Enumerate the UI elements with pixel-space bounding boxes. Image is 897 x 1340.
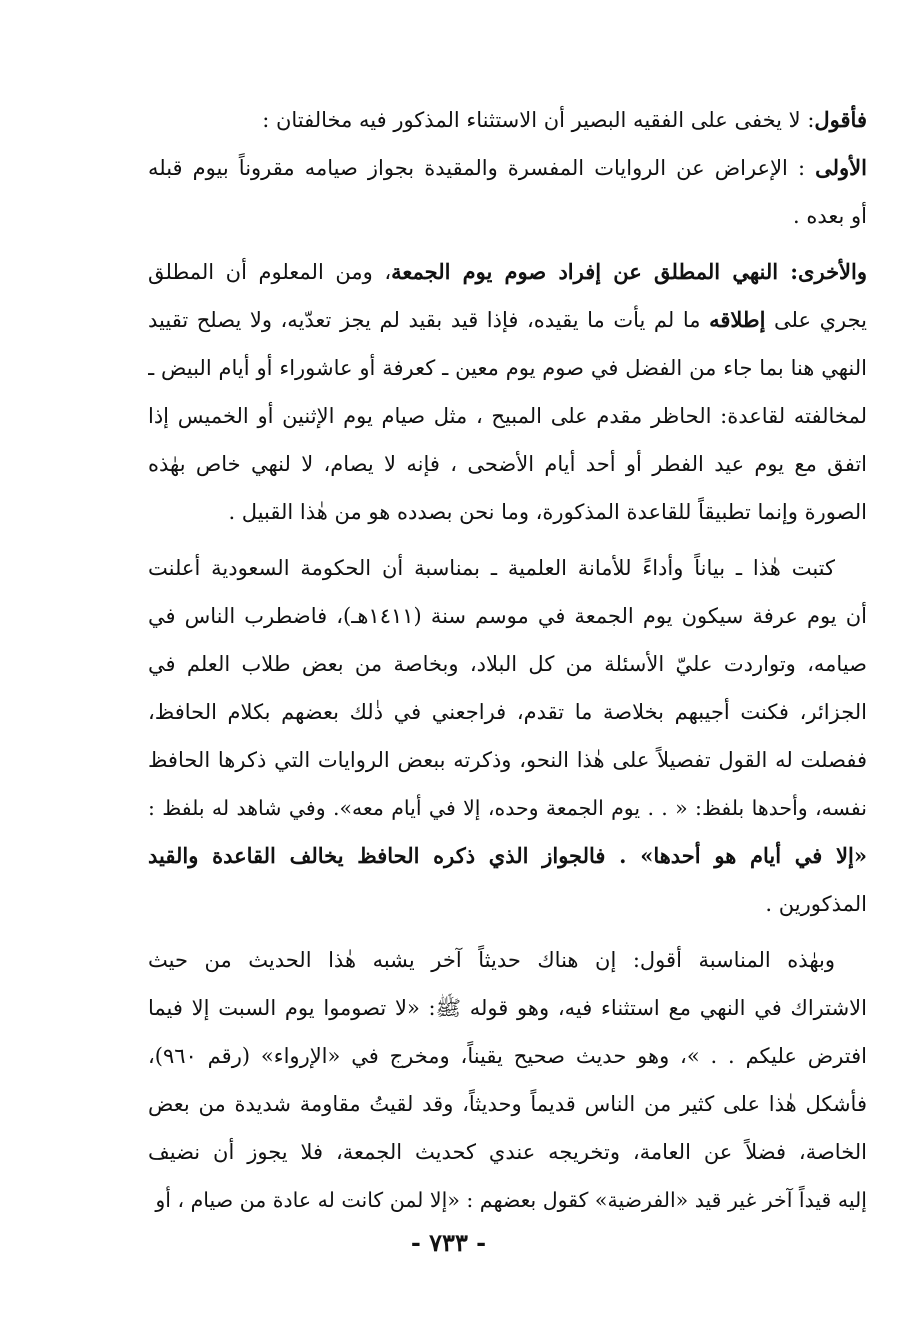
text-segment: الجزائر، فكنت أجيبهم بخلاصة ما تقدم، فراجعني في ذٰلك بعضهم بكلام الحافظ، [148,700,867,724]
text-line [148,96,867,144]
text-segment: افترض عليكم . . »، وهو حديث صحيح يقيناً، ومخرج في «الإرواء» (رقم ٩٦٠)، [148,1044,867,1068]
text-segment: يجري على [765,308,867,332]
page-number: - ٧٣٣ - [410,1228,487,1257]
text-segment: لمخالفته لقاعدة: الحاظر مقدم على المبيح ، مثل صيام يوم الإثنين أو الخميس إذا [148,404,867,428]
text-segment: أن يوم عرفة سيكون يوم الجمعة في موسم سنة (١٤١١هـ)، فاضطرب الناس في [148,604,867,628]
paragraph-gap [148,240,867,248]
paragraph [148,248,867,536]
text-line [148,592,867,640]
paragraph [148,936,867,1224]
text-segment: نفسه، وأحدها بلفظ: « . . يوم الجمعة وحده، إلا في أيام معه». وفي شاهد له بلفظ : [148,796,867,820]
text-segment: اتفق مع يوم عيد الفطر أو أحد أيام الأضحى ، فإنه لا يصام، لا لنهي خاص بهٰذه [148,452,867,476]
text-line [148,1032,867,1080]
text-line [148,544,867,592]
bold-text-segment: والأخرى: النهي المطلق عن إفراد صوم يوم الجمعة [391,259,867,284]
body-text [148,96,867,1224]
text-segment: الاشتراك في النهي مع استثناء فيه، وهو قوله ﷺ: «لا تصوموا يوم السبت إلا فيما [148,996,867,1020]
text-segment: المذكورين . [765,892,867,916]
text-line [148,984,867,1032]
text-line [148,344,867,392]
bold-text-segment: الأولى [815,155,867,180]
text-line [148,144,867,192]
text-segment: ما لم يأت ما يقيده، فإذا قيد بقيد لم يجز تعدّيه، ولا يصلح تقييد [148,308,710,332]
text-line [148,832,867,880]
text-segment: ، ومن المعلوم أن المطلق [148,260,392,284]
paragraph [148,144,867,240]
bold-text-segment: فأقول [814,107,867,132]
text-segment: صيامه، وتواردت عليّ الأسئلة من كل البلاد، وبخاصة من بعض طلاب العلم في [148,652,867,676]
text-line [148,688,867,736]
text-line [148,192,867,240]
text-line [148,296,867,344]
text-line [148,640,867,688]
text-line [148,440,867,488]
text-segment: الصورة وإنما تطبيقاً للقاعدة المذكورة، وما نحن بصدده هو من هٰذا القبيل . [228,500,867,524]
text-segment: إليه قيداً آخر غير قيد «الفرضية» كقول بعضهم : «إلا لمن كانت له عادة من صيام ، أو [155,1188,867,1212]
bold-text-segment: «إلا في أيام هو أحدها» . فالجواز الذي ذكره الحافظ يخالف القاعدة والقيد [148,843,867,868]
text-segment: أو بعده . [792,204,867,228]
text-line [148,736,867,784]
text-line [148,248,867,296]
text-segment: : الإعراض عن الروايات المفسرة والمقيدة بجواز صيامه مقروناً بيوم قبله [148,156,816,180]
text-line [148,488,867,536]
text-segment: الخاصة، فضلاً عن العامة، وتخريجه عندي كحديث الجمعة، فلا يجوز أن نضيف [148,1140,867,1164]
text-segment: : لا يخفى على الفقيه البصير أن الاستثناء المذكور فيه مخالفتان : [262,108,815,132]
text-segment: فأشكل هٰذا على كثير من الناس قديماً وحديثاً، وقد لقيتُ مقاومة شديدة من بعض [148,1092,867,1116]
text-line [148,784,867,832]
bold-text-segment: إطلاقه [709,307,766,332]
text-segment: كتبت هٰذا ـ بياناً وأداءً للأمانة العلمية ـ بمناسبة أن الحكومة السعودية أعلنت [148,556,835,580]
text-line [148,1176,867,1224]
paragraph [148,544,867,928]
text-line [148,880,867,928]
paragraph-gap [148,536,867,544]
paragraph-gap [148,928,867,936]
text-line [148,392,867,440]
text-segment: وبهٰذه المناسبة أقول: إن هناك حديثاً آخر يشبه هٰذا الحديث من حيث [148,948,835,972]
text-line [148,1080,867,1128]
text-segment: ففصلت له القول تفصيلاً على هٰذا النحو، وذكرته ببعض الروايات التي ذكرها الحافظ [148,748,867,772]
text-line [148,936,867,984]
text-line [148,1128,867,1176]
paragraph [148,96,867,144]
text-segment: النهي هنا بما جاء من الفضل في صوم يوم معين ـ كعرفة أو عاشوراء أو أيام البيض ـ [148,356,867,380]
